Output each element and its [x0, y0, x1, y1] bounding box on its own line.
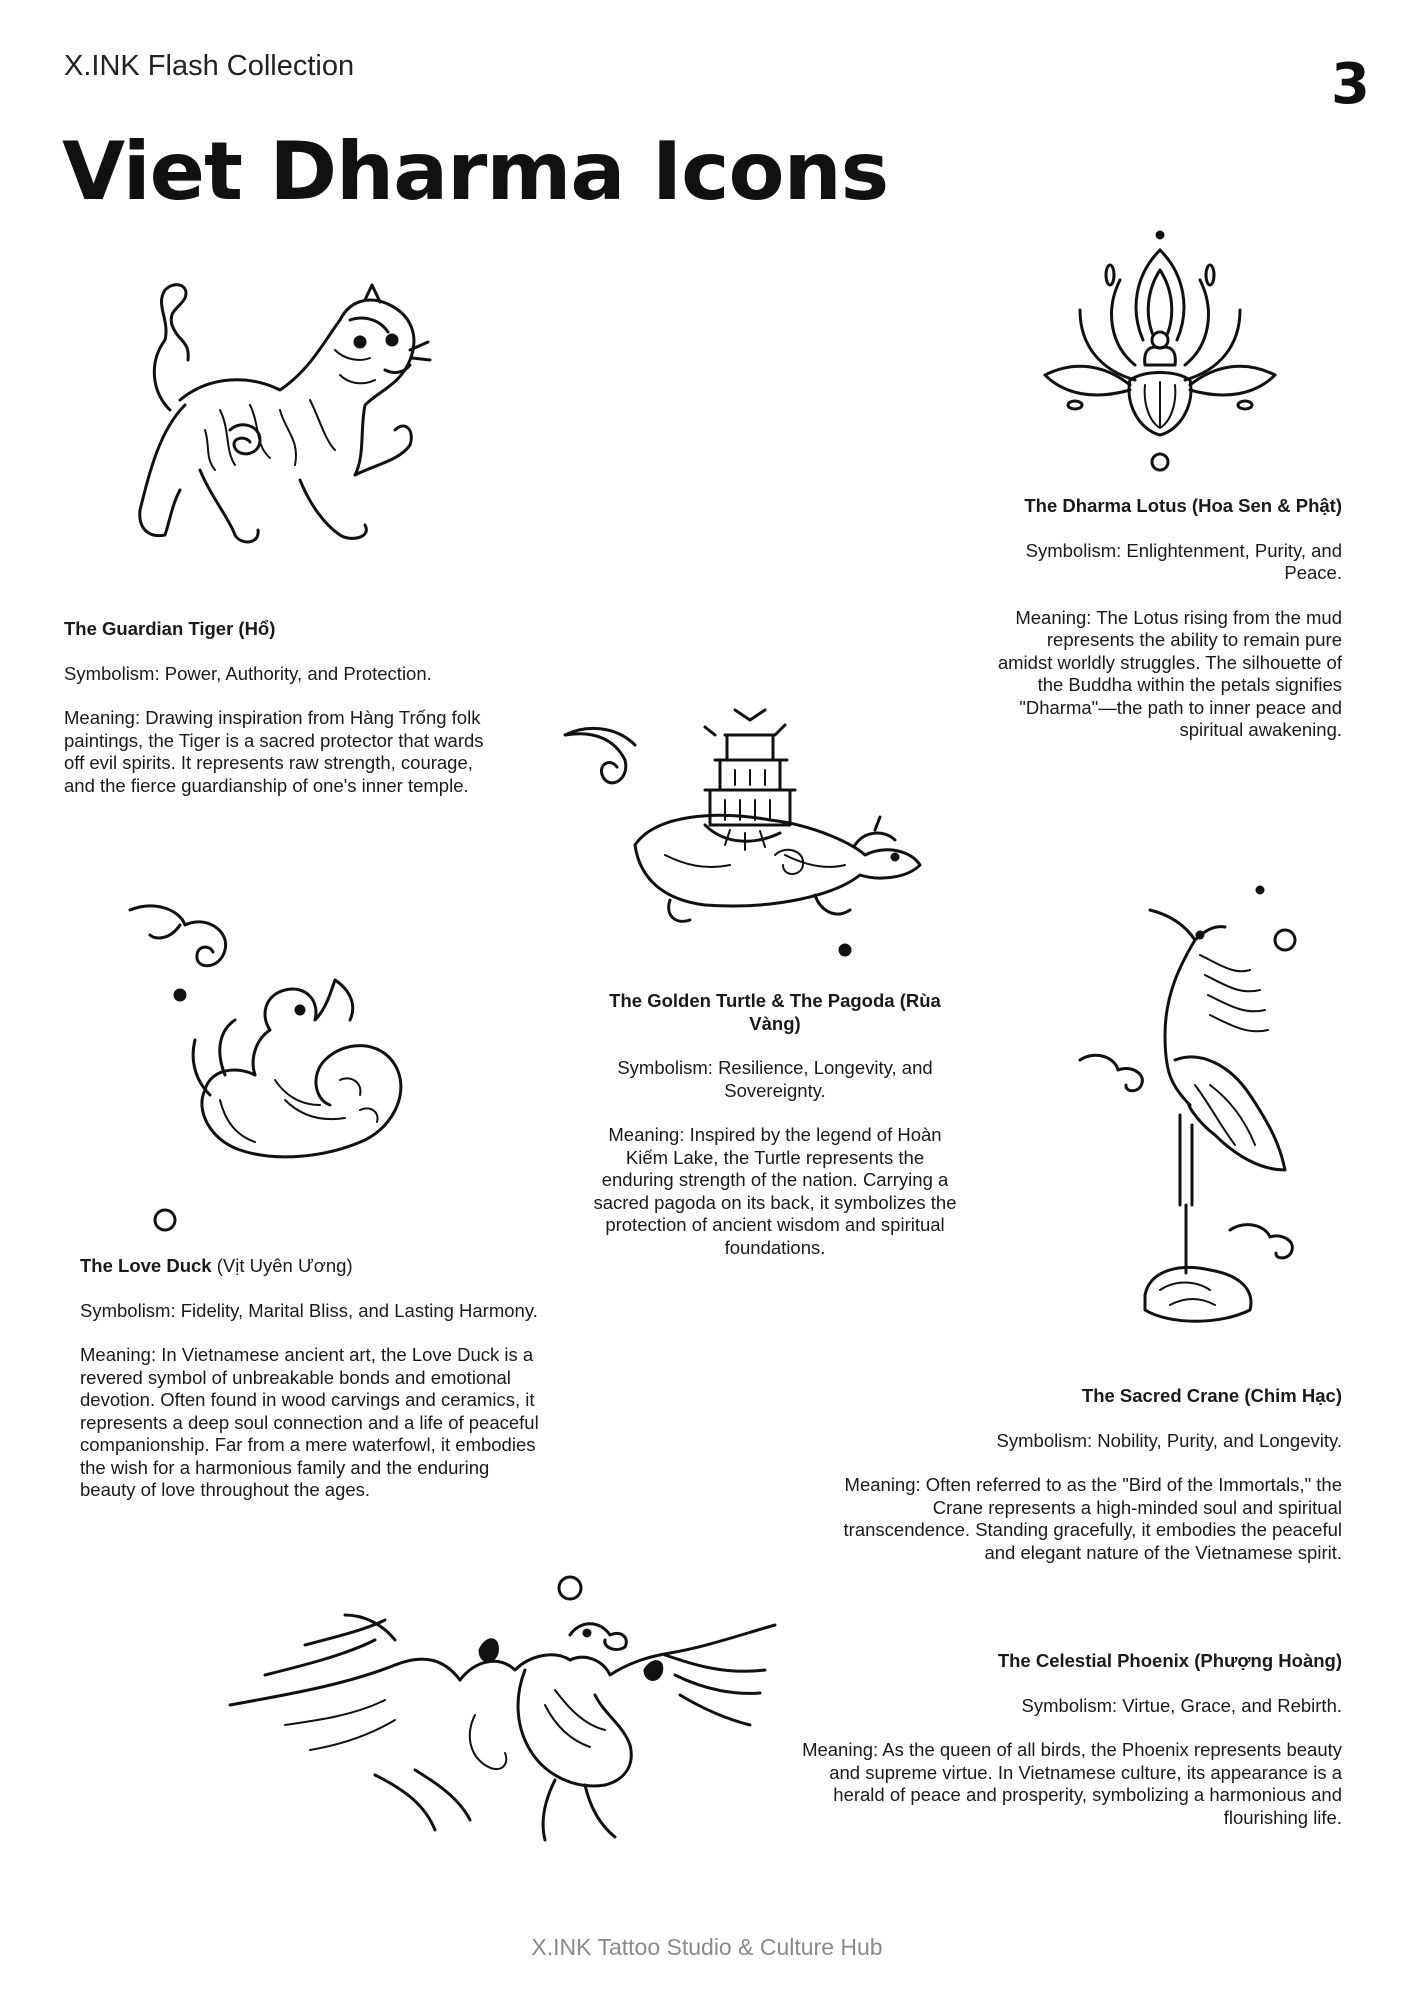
phoenix-name: The Celestial Phoenix (Phượng Hoàng) [997, 1650, 1342, 1671]
lotus-symbolism: Symbolism: Enlightenment, Purity, and Peace. [1025, 539, 1342, 583]
phoenix-description [792, 1650, 1342, 1851]
tiger-name: The Guardian Tiger (Hổ) [64, 618, 276, 639]
tiger-illustration [110, 280, 430, 570]
duck-description [80, 1255, 540, 1524]
phoenix-illustration [225, 1575, 785, 1855]
duck-name-vietnamese: (Vịt Uyên Ương) [211, 1255, 353, 1276]
duck-name: The Love Duck [80, 1255, 212, 1276]
turtle-symbolism: Symbolism: Resilience, Longevity, and Sovereignty. [617, 1057, 933, 1101]
tiger-description [64, 618, 504, 819]
crane-name: The Sacred Crane (Chim Hạc) [1081, 1385, 1342, 1406]
lotus-description [990, 495, 1342, 764]
tiger-meaning: Meaning: Drawing inspiration from Hàng Trống folk paintings, the Tiger is a sacred protector that wards off evil spirits. It represents raw strength, courage, and the fierce guardianship of one's inner temple. [64, 707, 484, 796]
duck-meaning: Meaning: In Vietnamese ancient art, the Love Duck is a revered symbol of unbreakable bonds and emotional devotion. Often found in wood carvings and ceramics, it represents a deep soul connection and a life of peaceful companionship. Far from a mere waterfowl, it embodies the wish for a harmonious family and the enduring beauty of love throughout the ages. [80, 1344, 539, 1500]
page-number: 3 [1331, 52, 1370, 117]
page-title: Viet Dharma Icons [62, 125, 889, 218]
lotus-meaning: Meaning: The Lotus rising from the mud represents the ability to remain pure amidst worldly struggles. The silhouette of the Buddha within the petals signifies "Dharma"—the path to inner peace and spiritual awakening. [997, 606, 1342, 740]
crane-description [810, 1385, 1342, 1586]
turtle-description [590, 990, 960, 1281]
duck-illustration [125, 900, 425, 1230]
turtle-meaning: Meaning: Inspired by the legend of Hoàn Kiếm Lake, the Turtle represents the enduring strength of the nation. Carrying a sacred pagoda on its back, it symbolizes the protection of ancient wisdom and spiritual foundations. [593, 1124, 957, 1258]
lotus-name: The Dharma Lotus (Hoa Sen & Phật) [1024, 495, 1342, 516]
crane-symbolism: Symbolism: Nobility, Purity, and Longevity. [996, 1429, 1342, 1451]
phoenix-meaning: Meaning: As the queen of all birds, the Phoenix represents beauty and supreme virtue. In Vietnamese culture, its appearance is a herald of peace and prosperity, symbolizing a harmonious and flourishing life. [802, 1739, 1342, 1828]
crane-meaning: Meaning: Often referred to as the "Bird of the Immortals," the Crane represents a high-minded soul and spiritual transcendence. Standing gracefully, it embodies the peaceful and elegant nature of the Vietnamese spirit. [843, 1474, 1342, 1563]
tiger-symbolism: Symbolism: Power, Authority, and Protection. [64, 662, 432, 684]
duck-symbolism: Symbolism: Fidelity, Marital Bliss, and Lasting Harmony. [80, 1299, 538, 1321]
collection-label: X.INK Flash Collection [64, 50, 355, 82]
crane-illustration [1070, 885, 1310, 1365]
footer-text: X.INK Tattoo Studio & Culture Hub [531, 1934, 883, 1960]
turtle-pagoda-illustration [555, 705, 925, 965]
phoenix-symbolism: Symbolism: Virtue, Grace, and Rebirth. [1021, 1694, 1342, 1716]
turtle-name: The Golden Turtle & The Pagoda (Rùa Vàng) [609, 990, 941, 1034]
lotus-illustration [1035, 230, 1285, 475]
